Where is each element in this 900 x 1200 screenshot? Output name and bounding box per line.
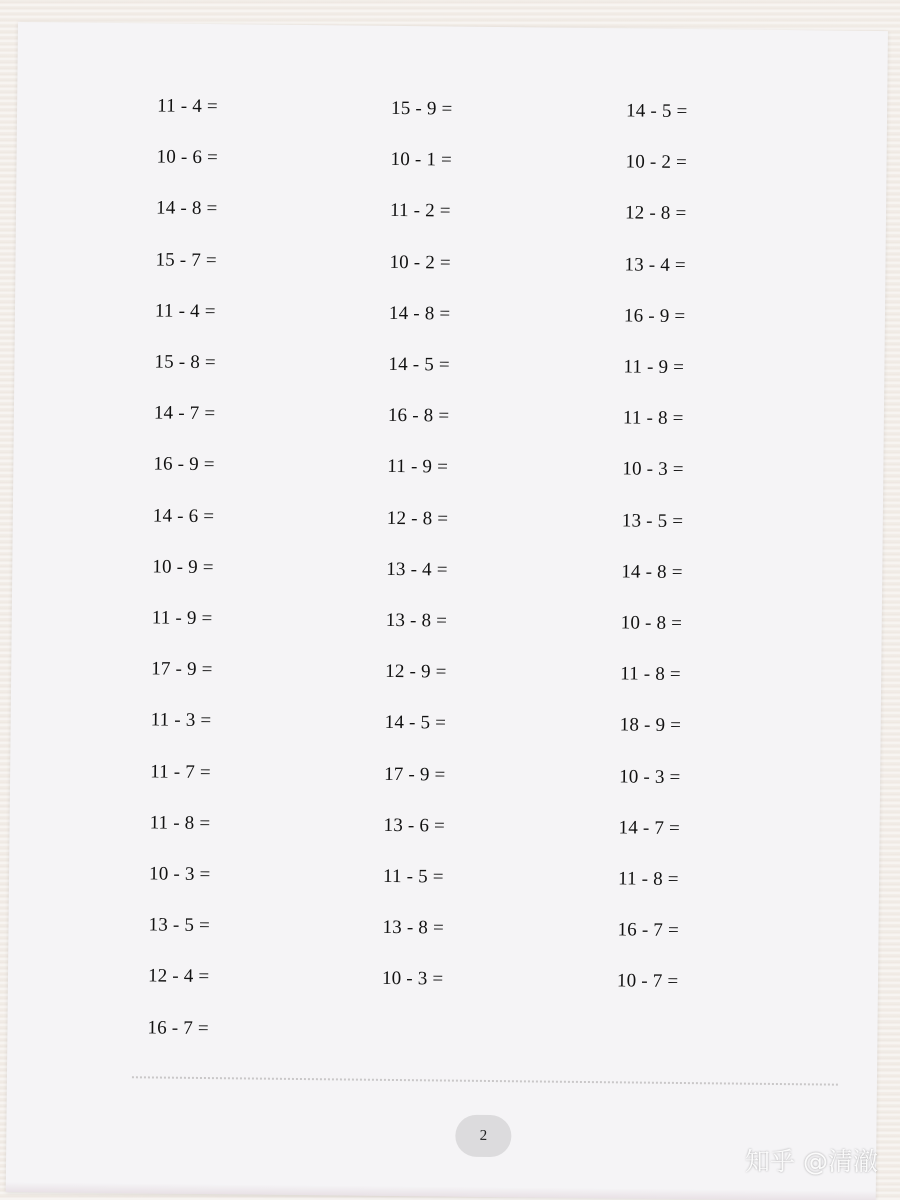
math-problem: 12 - 8 =: [386, 507, 449, 530]
math-problem: 14 - 5 =: [388, 353, 450, 376]
math-problem: 18 - 9 =: [619, 714, 682, 737]
math-problem: 14 - 5 =: [625, 100, 688, 123]
math-problem: 14 - 7 =: [618, 817, 681, 839]
math-problem: 11 - 8 =: [149, 812, 211, 834]
math-problem: 13 - 5 =: [621, 509, 684, 532]
math-problem: 11 - 9 =: [623, 356, 685, 378]
math-problem: 14 - 5 =: [384, 712, 447, 734]
math-problem: 16 - 8 =: [387, 405, 450, 427]
math-problem: 17 - 9 =: [151, 658, 213, 681]
math-problem: 10 - 2 =: [389, 251, 452, 274]
math-problem: 11 - 4 =: [157, 95, 218, 118]
math-problem: 11 - 2 =: [389, 200, 451, 222]
page-number: 2: [479, 1127, 488, 1144]
math-problem: 15 - 7 =: [155, 249, 218, 271]
math-problem: 14 - 8 =: [621, 561, 683, 583]
math-problem: 12 - 9 =: [385, 661, 447, 683]
math-problem: 11 - 5 =: [382, 865, 444, 888]
worksheet-page: [6, 22, 888, 1200]
math-problem: 13 - 8 =: [382, 917, 445, 939]
math-problem: 16 - 7 =: [617, 919, 680, 942]
math-problem: 16 - 7 =: [147, 1017, 209, 1039]
math-problem: 15 - 8 =: [154, 351, 216, 374]
math-problem: 10 - 2 =: [625, 151, 688, 174]
math-problem: 10 - 6 =: [156, 146, 219, 169]
math-problem: 10 - 3 =: [622, 458, 684, 481]
math-problem: 13 - 4 =: [386, 558, 448, 581]
math-problem: 14 - 8 =: [388, 302, 451, 325]
math-problem: 12 - 8 =: [624, 202, 687, 225]
math-problem: 11 - 9 =: [387, 456, 449, 478]
math-problem: 11 - 8 =: [617, 868, 679, 890]
math-problem: 14 - 6 =: [152, 505, 215, 527]
math-problem: 13 - 6 =: [383, 814, 446, 837]
math-problem: 10 - 3 =: [148, 863, 211, 886]
math-problem: 10 - 7 =: [616, 970, 679, 993]
math-problem: 11 - 8 =: [622, 407, 684, 430]
problem-grid: [6, 22, 888, 1200]
math-problem: 13 - 4 =: [624, 253, 687, 276]
math-problem: 11 - 8 =: [620, 663, 681, 686]
math-problem: 10 - 3 =: [619, 765, 681, 788]
math-problem: 11 - 3 =: [150, 709, 212, 732]
math-problem: 10 - 8 =: [620, 612, 683, 634]
math-problem: 12 - 4 =: [147, 965, 210, 988]
math-problem: 14 - 7 =: [153, 402, 216, 425]
math-problem: 13 - 8 =: [385, 609, 448, 632]
math-problem: 10 - 9 =: [152, 556, 214, 578]
math-problem: 15 - 9 =: [391, 97, 453, 120]
math-problem: 16 - 9 =: [623, 305, 686, 327]
math-problem: 11 - 9 =: [151, 607, 213, 630]
watermark: 知乎 @清澈: [745, 1147, 878, 1176]
math-problem: 17 - 9 =: [384, 763, 446, 786]
math-problem: 14 - 8 =: [155, 197, 218, 220]
math-problem: 16 - 9 =: [153, 453, 215, 476]
math-problem: 11 - 7 =: [150, 761, 211, 783]
math-problem: 10 - 3 =: [381, 968, 444, 990]
page-number-badge: [455, 1115, 511, 1158]
math-problem: 11 - 4 =: [154, 300, 216, 322]
math-problem: 13 - 5 =: [148, 914, 211, 937]
math-problem: 10 - 1 =: [390, 149, 453, 171]
